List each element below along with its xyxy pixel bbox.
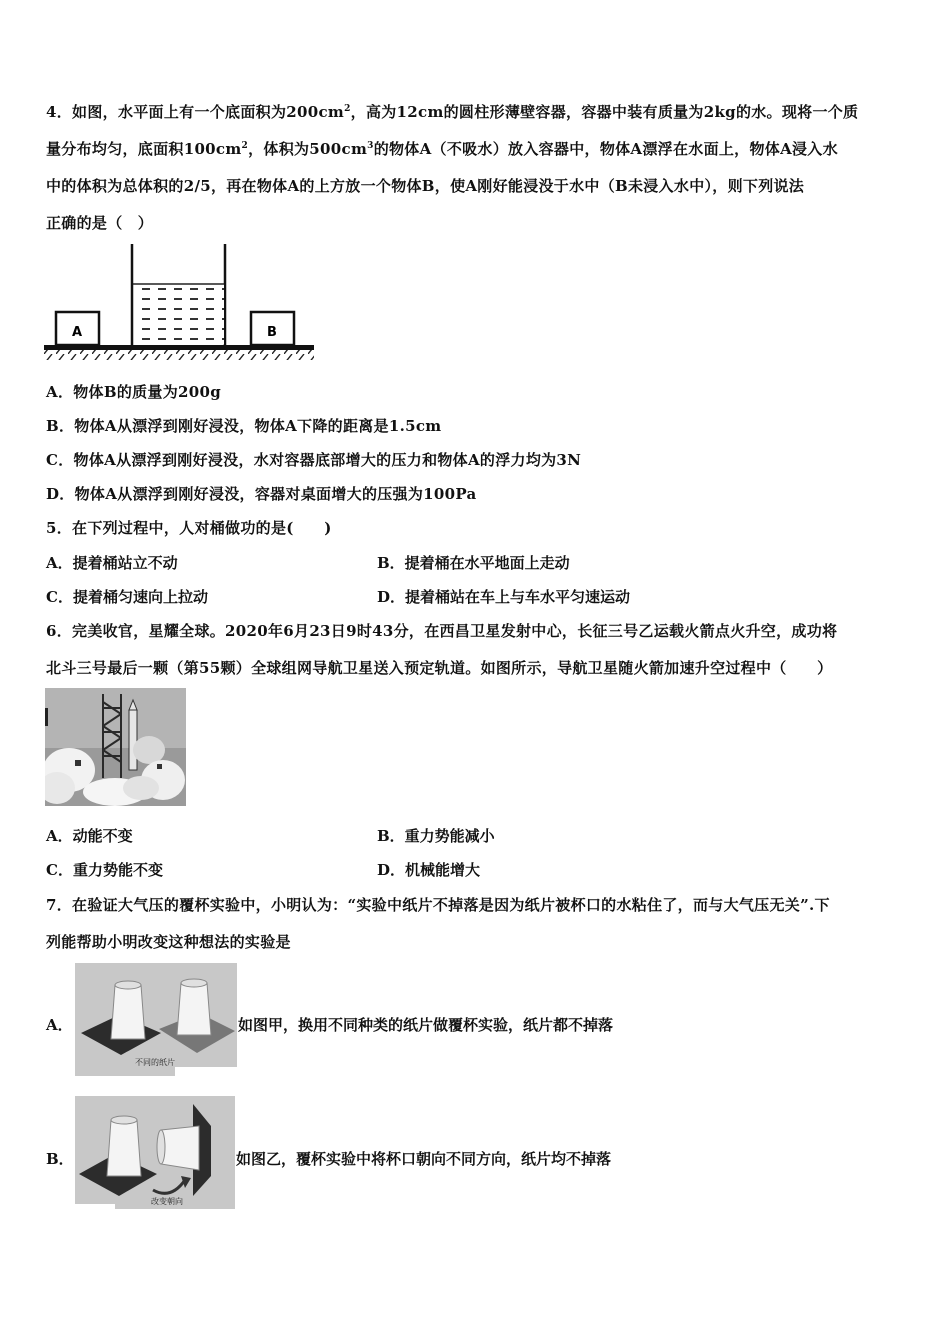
cup-experiment-figure-b: [75, 1096, 235, 1209]
q7-option-b-letter: B．: [46, 1150, 74, 1168]
q6-line-2: 北斗三号最后一颗（第55颗）全球组网导航卫星送入预定轨道。如图所示，导航卫星随火箭加速升空过程中（ ）: [46, 659, 833, 677]
q4-line-4: 正确的是（ ）: [46, 214, 154, 232]
q6-option-d: D．机械能增大: [377, 861, 481, 879]
q5-option-a: A．提着桶站立不动: [46, 554, 178, 572]
q4-option-c: C．物体A从漂浮到刚好浸没，水对容器底部增大的压力和物体A的浮力均为3N: [46, 451, 582, 469]
figure-a-caption: 不同的纸片: [135, 1058, 175, 1067]
q7-option-b-text: 如图乙，覆杯实验中将杯口朝向不同方向，纸片均不掉落: [236, 1150, 612, 1168]
q4-option-a: A．物体B的质量为200g: [46, 383, 222, 401]
rocket-launch-photo: [45, 688, 186, 806]
q6-option-c: C．重力势能不变: [46, 861, 163, 879]
block-b-label: B: [267, 325, 277, 340]
block-a-label: A: [71, 325, 83, 340]
table-surface: [44, 345, 314, 350]
q4-option-d: D．物体A从漂浮到刚好浸没，容器对桌面增大的压强为100Pa: [46, 485, 477, 503]
water: [134, 284, 224, 344]
q6-line-1: 6．完美收官，星耀全球。2020年6月23日9时43分，在西昌卫星发射中心，长征三号乙运载火箭点火升空，成功将: [46, 622, 838, 640]
q4-line-2: 量分布均匀，底面积$100cm^2$，体积为$500cm^3$的物体A（不吸水）放入容器中，物体A漂浮在水面上，物体A浸入水: [46, 140, 838, 158]
q4-option-b: B．物体A从漂浮到刚好浸没，物体A下降的距离是1.5cm: [46, 417, 442, 435]
q7-option-a-text: 如图甲，换用不同种类的纸片做覆杯实验，纸片都不掉落: [238, 1016, 614, 1034]
cup-experiment-figure-a: [75, 963, 237, 1076]
q7-line-1: 7．在验证大气压的覆杯实验中，小明认为：“实验中纸片不掉落是因为纸片被杯口的水粘住了，而与大气压无关”.下: [46, 896, 830, 914]
q4-line-3: 中的体积为总体积的2/5，再在物体A的上方放一个物体B，使A刚好能浸没于水中（B未浸入水中），则下列说法: [46, 177, 805, 195]
table-hatching: [44, 350, 314, 360]
q5-option-b: B．提着桶在水平地面上走动: [377, 554, 570, 572]
q6-option-b: B．重力势能减小: [377, 827, 495, 845]
q6-option-a: A．动能不变: [46, 827, 133, 845]
q7-line-2: 列能帮助小明改变这种想法的实验是: [46, 933, 291, 951]
q5-stem: 5．在下列过程中，人对桶做功的是( ): [46, 519, 332, 537]
figure-b-caption: 改变朝向: [151, 1197, 183, 1206]
q5-option-c: C．提着桶匀速向上拉动: [46, 588, 208, 606]
q4-number: 4．: [46, 103, 73, 121]
q4-line-1: 4．如图，水平面上有一个底面积为$200cm^2$，高为12cm的圆柱形薄壁容器，容器中装有质量为2kg的水。现将一个质: [46, 103, 859, 121]
q7-option-a-letter: A．: [46, 1016, 73, 1034]
q4-container-figure: [44, 244, 318, 362]
q5-option-d: D．提着桶站在车上与车水平匀速运动: [377, 588, 631, 606]
